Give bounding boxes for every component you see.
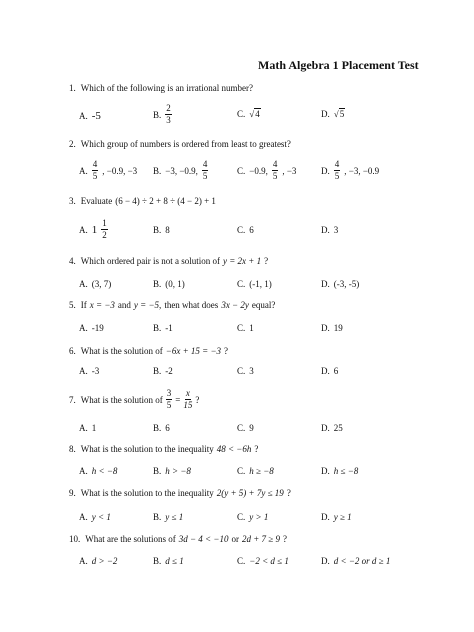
q7-option-c[interactable]: C. 9 (237, 423, 254, 433)
math-expression: y = 2x + 1 (222, 256, 262, 266)
fraction: $\frac{4}{5}$ (92, 159, 98, 181)
q1-option-d[interactable]: D. √ 5 (321, 108, 345, 119)
page-title: Math Algebra 1 Placement Test (258, 58, 419, 72)
fraction: $\frac{4}{5}$ (272, 159, 278, 181)
square-root: √ 5 (333, 108, 345, 119)
q5-option-b[interactable]: B. -1 (153, 323, 173, 333)
square-root: √ 4 (249, 108, 260, 119)
fraction: $\frac{1}{2}$ (102, 218, 107, 240)
question-text: Evaluate (80, 196, 113, 206)
q7-option-b[interactable]: B. 6 (153, 423, 170, 433)
question-text: Which ordered pair is not a solution of (80, 256, 220, 266)
q4-option-d[interactable]: D. (-3, -5) (321, 279, 360, 289)
question-text: Which of the following is an irrational number? (80, 83, 253, 93)
fraction: $\frac{3}{5}$ (166, 388, 172, 410)
fraction: $\frac{x}{15}$ (183, 388, 193, 410)
question-5: 5. If x = −3 and y = −5, then what does 3x − 2y equal? (69, 300, 276, 310)
math-expression: 2(y + 5) + 7y ≤ 19 (216, 488, 284, 498)
q9-option-b[interactable]: B. y ≤ 1 (153, 512, 184, 522)
q6-option-b[interactable]: B. -2 (153, 366, 173, 376)
q6-option-d[interactable]: D. 6 (321, 366, 339, 376)
q6-option-a[interactable]: A. -3 (79, 366, 100, 376)
question-text: Which group of numbers is ordered from least to greatest? (80, 139, 291, 149)
q4-option-c[interactable]: C. (-1, 1) (237, 279, 272, 289)
math-expression: 3x − 2y (221, 300, 249, 310)
question-number: 1. (69, 83, 76, 93)
question-1 (69, 83, 253, 93)
question-8: 8. What is the solution to the inequality 48 < −6h ? (69, 444, 259, 454)
math-expression: (6 − 4) ÷ 2 + 8 ÷ (4 − 2) + 1 (115, 196, 216, 206)
question-text: What is the solution to the inequality (80, 488, 214, 498)
question-3: 3. Evaluate (6 − 4) ÷ 2 + 8 ÷ (4 − 2) + 1 (69, 196, 216, 206)
q8-option-d[interactable]: D. h ≤ −8 (321, 466, 359, 476)
question-text: What is the solution of (80, 346, 163, 356)
q10-option-c[interactable]: C. −2 < d ≤ 1 (237, 556, 289, 566)
fraction: $\frac{4}{5}$ (334, 159, 340, 181)
q1-option-c[interactable]: C. √ 4 (237, 108, 260, 119)
q2-option-b[interactable]: B. −3, −0.9, $\frac{4}{5}$ (153, 159, 208, 181)
q2-option-a[interactable]: A. $\frac{4}{5}$ , −0.9, −3 (79, 159, 138, 181)
q5-option-a[interactable]: A. -19 (79, 323, 104, 333)
fraction: $\frac{2}{3}$ (166, 103, 171, 125)
q7-option-d[interactable]: D. 25 (321, 423, 343, 433)
q3-option-b[interactable]: B. 8 (153, 225, 170, 235)
q9-option-c[interactable]: C. y > 1 (237, 512, 269, 522)
q10-option-d[interactable]: D. d < −2 or d ≥ 1 (321, 556, 391, 566)
question-7: 7. What is the solution of $\frac{3}{5}$ = $\frac{x}{15}$ ? (69, 388, 200, 410)
math-expression: 2d + 7 ≥ 9 (241, 534, 280, 544)
math-expression: y = −5, (133, 300, 162, 310)
math-expression: x = −3 (89, 300, 115, 310)
q3-option-a[interactable]: A. 1 $\frac{1}{2}$ (79, 218, 107, 240)
question-text: then what does (164, 300, 219, 310)
q6-option-c[interactable]: C. 3 (237, 366, 254, 376)
math-expression: 3d − 4 < −10 (178, 534, 229, 544)
q1-option-a[interactable]: A. -5 (79, 110, 101, 122)
q9-option-d[interactable]: D. y ≥ 1 (321, 512, 352, 522)
q5-option-d[interactable]: D. 19 (321, 323, 343, 333)
option-value: -5 (91, 110, 101, 122)
question-9: 9. What is the solution to the inequality 2(y + 5) + 7y ≤ 19 ? (69, 488, 291, 498)
q2-option-c[interactable]: C. −0.9, $\frac{4}{5}$ , −3 (237, 159, 297, 181)
q3-option-c[interactable]: C. 6 (237, 225, 254, 235)
question-2: 2. Which group of numbers is ordered from least to greatest? (69, 139, 291, 149)
math-expression: 48 < −6h (216, 444, 252, 454)
question-6: 6. What is the solution of −6x + 15 = −3 ? (69, 346, 229, 356)
q9-option-a[interactable]: A. y < 1 (79, 512, 111, 522)
fraction: $\frac{4}{5}$ (202, 159, 208, 181)
q8-option-b[interactable]: B. h > −8 (153, 466, 191, 476)
q10-option-b[interactable]: B. d ≤ 1 (153, 556, 184, 566)
question-text: What is the solution to the inequality (80, 444, 214, 454)
q8-option-c[interactable]: C. h ≥ −8 (237, 466, 274, 476)
question-4: 4. Which ordered pair is not a solution of y = 2x + 1 ? (69, 256, 269, 266)
q4-option-b[interactable]: B. (0, 1) (153, 279, 185, 289)
math-expression: −6x + 15 = −3 (165, 346, 222, 356)
q10-option-a[interactable]: A. d > −2 (79, 556, 118, 566)
question-text: What are the solutions of (85, 534, 176, 544)
q8-option-a[interactable]: A. h < −8 (79, 466, 118, 476)
q5-option-c[interactable]: C. 1 (237, 323, 254, 333)
q3-option-d[interactable]: D. 3 (321, 225, 339, 235)
q1-option-b[interactable]: B. $\frac{2}{3}$ (153, 103, 171, 125)
question-text: What is the solution of (80, 394, 163, 405)
question-10: 10. What are the solutions of 3d − 4 < −10 or 2d + 7 ≥ 9 ? (69, 534, 287, 544)
q2-option-d[interactable]: D. $\frac{4}{5}$ , −3, −0.9 (321, 159, 380, 181)
q4-option-a[interactable]: A. (3, 7) (79, 279, 112, 289)
q7-option-a[interactable]: A. 1 (79, 423, 97, 433)
